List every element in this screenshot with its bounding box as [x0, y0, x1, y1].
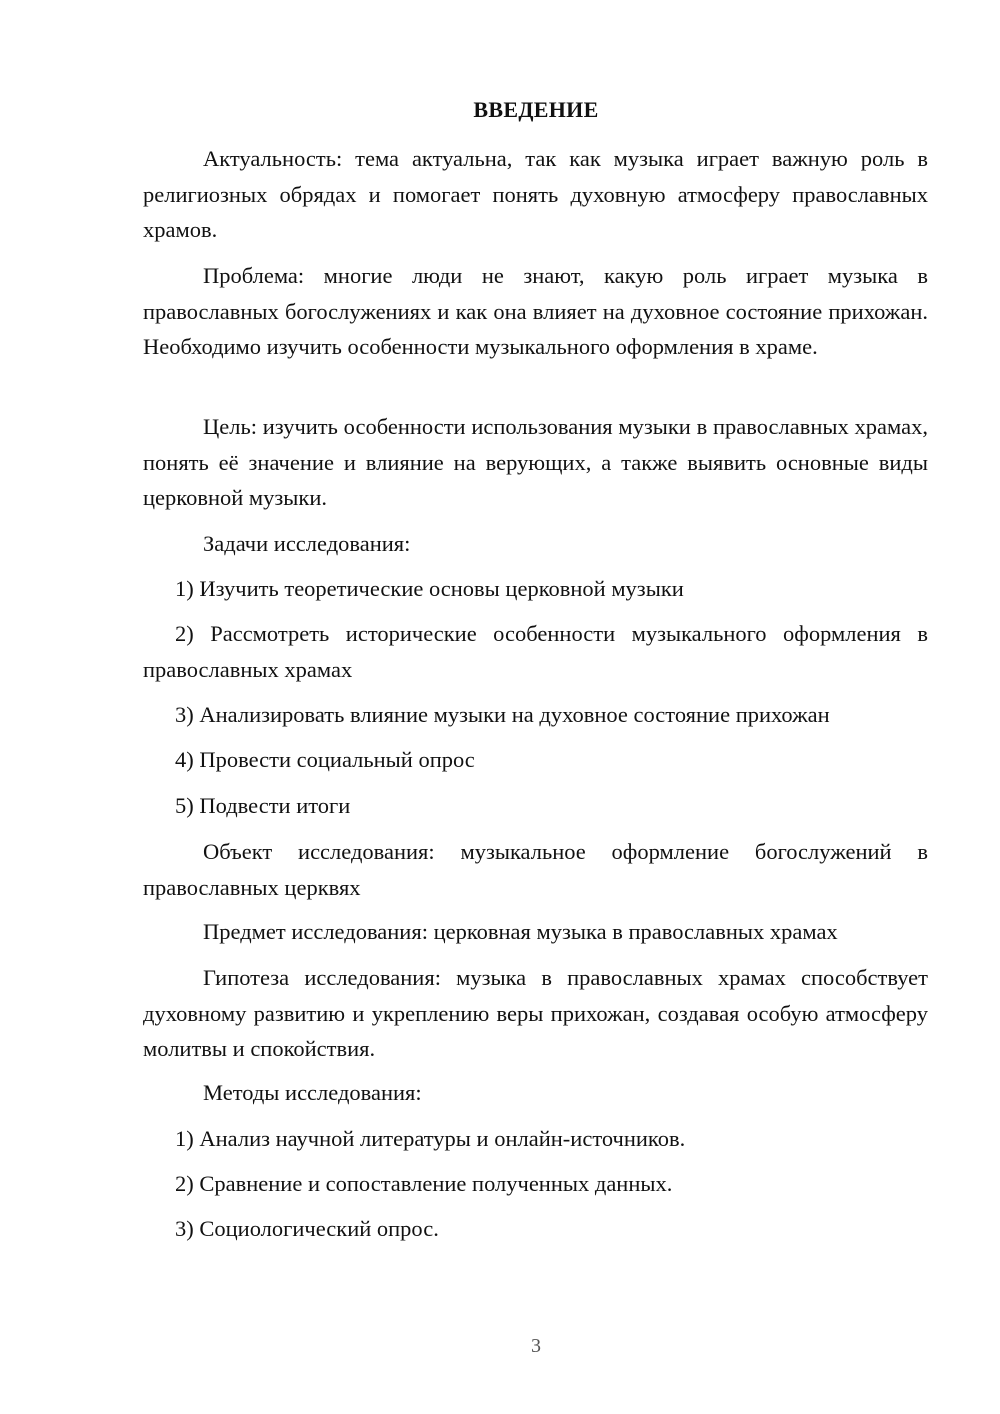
- hypothesis-paragraph: Гипотеза исследования: музыка в православных храмах способствует духовному развитию и укреплению веры прихожан, создавая особую атмосферу молитвы и спокойствия.: [143, 965, 928, 1061]
- method-item: 1) Анализ научной литературы и онлайн-источников.: [175, 1126, 686, 1151]
- page-number: 3: [531, 1335, 541, 1357]
- section-title: ВВЕДЕНИЕ: [473, 97, 599, 122]
- goal-paragraph: Цель: изучить особенности использования музыки в православных храмах, понять её значение и влияние на верующих, а также выявить основные виды церковной музыки.: [143, 414, 928, 510]
- task-item: 5) Подвести итоги: [175, 793, 351, 818]
- method-item: 3) Социологический опрос.: [175, 1216, 439, 1241]
- task-item: 4) Провести социальный опрос: [175, 747, 475, 772]
- problem-paragraph: Проблема: многие люди не знают, какую роль играет музыка в православных богослужениях и как она влияет на духовное состояние прихожан. Необходимо изучить особенности музыкального оформления в храме.: [143, 263, 928, 359]
- task-item: 3) Анализировать влияние музыки на духовное состояние прихожан: [175, 702, 830, 727]
- method-item: 2) Сравнение и сопоставление полученных данных.: [175, 1171, 673, 1196]
- task-item: 2) Рассмотреть исторические особенности музыкального оформления в православных храмах: [143, 621, 928, 682]
- actuality-paragraph: Актуальность: тема актуальна, так как музыка играет важную роль в религиозных обрядах и помогает понять духовную атмосферу православных храмов.: [143, 146, 928, 242]
- object-paragraph: Объект исследования: музыкальное оформление богослужений в православных церквях: [143, 839, 928, 900]
- subject-paragraph: Предмет исследования: церковная музыка в православных храмах: [203, 919, 838, 944]
- tasks-heading: Задачи исследования:: [203, 531, 411, 556]
- task-item: 1) Изучить теоретические основы церковной музыки: [175, 576, 684, 601]
- methods-heading: Методы исследования:: [203, 1080, 422, 1105]
